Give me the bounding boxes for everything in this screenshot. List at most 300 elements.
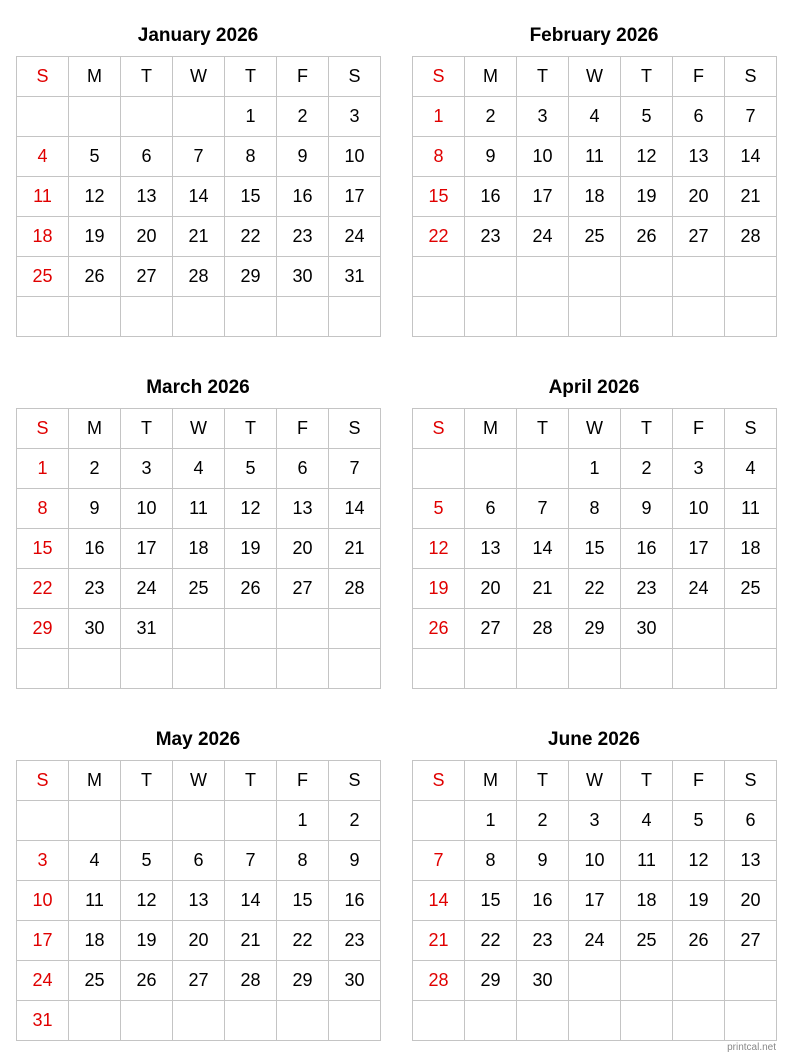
day-cell [465, 449, 517, 489]
day-cell: 24 [121, 569, 173, 609]
day-cell: 26 [69, 257, 121, 297]
day-cell: 24 [673, 569, 725, 609]
day-cell: 11 [621, 841, 673, 881]
weekday-header: M [465, 409, 517, 449]
weekday-header-row [413, 409, 777, 449]
month-calendar [412, 377, 776, 689]
day-cell: 3 [17, 841, 69, 881]
day-cell: 1 [225, 97, 277, 137]
day-cell: 5 [121, 841, 173, 881]
day-cell: 15 [277, 881, 329, 921]
day-cell: 17 [673, 529, 725, 569]
weekday-header: M [69, 761, 121, 801]
week-row [17, 297, 381, 337]
day-cell: 5 [413, 489, 465, 529]
weekday-header: S [329, 57, 381, 97]
week-row [413, 177, 777, 217]
day-cell [173, 801, 225, 841]
day-cell: 21 [517, 569, 569, 609]
day-cell [673, 257, 725, 297]
day-cell [725, 1001, 777, 1041]
month-calendar [16, 377, 380, 689]
day-cell: 18 [69, 921, 121, 961]
day-cell: 16 [621, 529, 673, 569]
weekday-header: T [121, 761, 173, 801]
day-cell: 26 [225, 569, 277, 609]
day-cell: 19 [121, 921, 173, 961]
day-cell: 2 [329, 801, 381, 841]
day-cell: 5 [225, 449, 277, 489]
day-cell: 17 [569, 881, 621, 921]
week-row [413, 841, 777, 881]
day-cell: 3 [673, 449, 725, 489]
day-cell [69, 1001, 121, 1041]
week-row [17, 801, 381, 841]
day-cell [121, 297, 173, 337]
week-row [17, 217, 381, 257]
day-cell [725, 257, 777, 297]
day-cell: 26 [413, 609, 465, 649]
day-cell: 9 [329, 841, 381, 881]
weekday-header: F [277, 409, 329, 449]
day-cell [621, 1001, 673, 1041]
weekday-header: S [17, 57, 69, 97]
day-cell: 1 [277, 801, 329, 841]
day-cell [725, 609, 777, 649]
week-row [413, 297, 777, 337]
month-title: June 2026 [548, 729, 640, 750]
day-cell [621, 649, 673, 689]
day-cell: 23 [329, 921, 381, 961]
day-cell: 31 [121, 609, 173, 649]
day-cell: 20 [277, 529, 329, 569]
day-cell: 4 [725, 449, 777, 489]
day-cell: 27 [121, 257, 173, 297]
day-cell: 20 [725, 881, 777, 921]
day-cell: 13 [725, 841, 777, 881]
week-row [413, 97, 777, 137]
day-cell [517, 257, 569, 297]
weekday-header: T [225, 409, 277, 449]
day-cell: 29 [277, 961, 329, 1001]
day-cell: 9 [69, 489, 121, 529]
month-grid [16, 760, 381, 1041]
day-cell [17, 801, 69, 841]
day-cell: 25 [621, 921, 673, 961]
day-cell: 22 [465, 921, 517, 961]
day-cell: 14 [413, 881, 465, 921]
day-cell [517, 1001, 569, 1041]
weekday-header: M [69, 57, 121, 97]
weekday-header-row [413, 57, 777, 97]
day-cell: 19 [225, 529, 277, 569]
week-row [413, 1001, 777, 1041]
day-cell: 27 [725, 921, 777, 961]
week-row [17, 569, 381, 609]
day-cell: 11 [173, 489, 225, 529]
day-cell: 18 [569, 177, 621, 217]
day-cell [673, 961, 725, 1001]
day-cell [673, 1001, 725, 1041]
weekday-header: S [329, 409, 381, 449]
day-cell [277, 649, 329, 689]
day-cell: 1 [465, 801, 517, 841]
day-cell: 16 [465, 177, 517, 217]
day-cell: 23 [277, 217, 329, 257]
day-cell: 19 [413, 569, 465, 609]
day-cell: 6 [725, 801, 777, 841]
week-row [17, 137, 381, 177]
day-cell: 13 [277, 489, 329, 529]
weekday-header: T [621, 57, 673, 97]
month-calendar [16, 25, 380, 337]
day-cell [517, 297, 569, 337]
weekday-header: F [673, 409, 725, 449]
day-cell: 9 [277, 137, 329, 177]
weekday-header: F [277, 57, 329, 97]
month-grid [412, 56, 777, 337]
day-cell [673, 649, 725, 689]
day-cell [329, 1001, 381, 1041]
day-cell: 19 [621, 177, 673, 217]
day-cell: 11 [725, 489, 777, 529]
day-cell: 23 [465, 217, 517, 257]
day-cell: 11 [17, 177, 69, 217]
day-cell: 29 [569, 609, 621, 649]
day-cell: 2 [277, 97, 329, 137]
day-cell: 6 [465, 489, 517, 529]
day-cell: 22 [569, 569, 621, 609]
day-cell [725, 961, 777, 1001]
day-cell: 28 [517, 609, 569, 649]
day-cell [173, 1001, 225, 1041]
day-cell [569, 297, 621, 337]
day-cell [621, 297, 673, 337]
day-cell: 21 [225, 921, 277, 961]
day-cell: 24 [569, 921, 621, 961]
day-cell: 23 [517, 921, 569, 961]
day-cell: 1 [569, 449, 621, 489]
day-cell: 9 [465, 137, 517, 177]
day-cell: 6 [121, 137, 173, 177]
day-cell: 9 [621, 489, 673, 529]
day-cell: 17 [17, 921, 69, 961]
day-cell: 13 [121, 177, 173, 217]
day-cell: 27 [277, 569, 329, 609]
day-cell: 30 [621, 609, 673, 649]
weekday-header: F [673, 761, 725, 801]
day-cell: 17 [329, 177, 381, 217]
weekday-header: W [173, 761, 225, 801]
day-cell: 12 [69, 177, 121, 217]
weekday-header: S [725, 409, 777, 449]
day-cell [69, 297, 121, 337]
day-cell: 6 [277, 449, 329, 489]
week-row [17, 609, 381, 649]
day-cell: 2 [69, 449, 121, 489]
day-cell [413, 297, 465, 337]
month-calendar [412, 25, 776, 337]
day-cell [225, 1001, 277, 1041]
month-title: January 2026 [137, 25, 259, 46]
weekday-header-row [17, 57, 381, 97]
weekday-header: T [121, 57, 173, 97]
day-cell [277, 609, 329, 649]
month-title: May 2026 [155, 729, 241, 750]
day-cell: 9 [517, 841, 569, 881]
weekday-header-row [17, 761, 381, 801]
week-row [413, 257, 777, 297]
week-row [17, 177, 381, 217]
weekday-header: T [517, 761, 569, 801]
week-row [17, 649, 381, 689]
day-cell [413, 801, 465, 841]
week-row [413, 921, 777, 961]
weekday-header: T [517, 409, 569, 449]
day-cell [121, 1001, 173, 1041]
day-cell: 20 [673, 177, 725, 217]
weekday-header: W [173, 409, 225, 449]
month-title: February 2026 [529, 25, 659, 46]
day-cell [465, 1001, 517, 1041]
day-cell [121, 801, 173, 841]
day-cell [173, 97, 225, 137]
day-cell: 8 [569, 489, 621, 529]
day-cell: 7 [413, 841, 465, 881]
day-cell: 27 [465, 609, 517, 649]
month-grid [412, 408, 777, 689]
day-cell: 27 [173, 961, 225, 1001]
weekday-header: S [725, 761, 777, 801]
day-cell: 29 [225, 257, 277, 297]
day-cell: 24 [17, 961, 69, 1001]
weekday-header: T [225, 761, 277, 801]
day-cell: 3 [121, 449, 173, 489]
weekday-header: W [569, 409, 621, 449]
day-cell: 26 [673, 921, 725, 961]
weekday-header: S [413, 57, 465, 97]
day-cell: 21 [173, 217, 225, 257]
day-cell: 7 [517, 489, 569, 529]
weekday-header: M [465, 761, 517, 801]
weekday-header: T [121, 409, 173, 449]
day-cell [17, 297, 69, 337]
day-cell: 17 [517, 177, 569, 217]
day-cell: 3 [569, 801, 621, 841]
day-cell: 5 [621, 97, 673, 137]
week-row [413, 609, 777, 649]
day-cell: 4 [569, 97, 621, 137]
day-cell: 8 [413, 137, 465, 177]
weekday-header: M [69, 409, 121, 449]
week-row [413, 217, 777, 257]
day-cell: 22 [413, 217, 465, 257]
day-cell: 18 [725, 529, 777, 569]
day-cell [69, 649, 121, 689]
day-cell: 12 [121, 881, 173, 921]
month-calendar [16, 729, 380, 1041]
day-cell [329, 297, 381, 337]
day-cell: 24 [329, 217, 381, 257]
day-cell: 24 [517, 217, 569, 257]
week-row [413, 649, 777, 689]
day-cell: 22 [17, 569, 69, 609]
day-cell: 10 [569, 841, 621, 881]
day-cell: 25 [569, 217, 621, 257]
day-cell: 14 [725, 137, 777, 177]
footer-credit: printcal.net [727, 1042, 776, 1053]
day-cell: 12 [621, 137, 673, 177]
day-cell [225, 649, 277, 689]
day-cell: 28 [225, 961, 277, 1001]
weekday-header: S [725, 57, 777, 97]
day-cell [621, 961, 673, 1001]
day-cell: 16 [277, 177, 329, 217]
weekday-header: T [517, 57, 569, 97]
day-cell [725, 649, 777, 689]
day-cell [225, 609, 277, 649]
day-cell: 23 [621, 569, 673, 609]
day-cell: 3 [329, 97, 381, 137]
day-cell: 30 [69, 609, 121, 649]
day-cell: 31 [17, 1001, 69, 1041]
day-cell [569, 1001, 621, 1041]
day-cell [17, 649, 69, 689]
day-cell: 15 [465, 881, 517, 921]
weekday-header-row [17, 409, 381, 449]
day-cell [121, 97, 173, 137]
day-cell: 26 [621, 217, 673, 257]
week-row [17, 97, 381, 137]
day-cell: 29 [17, 609, 69, 649]
week-row [17, 881, 381, 921]
day-cell [465, 649, 517, 689]
day-cell: 10 [517, 137, 569, 177]
day-cell [621, 257, 673, 297]
day-cell: 7 [173, 137, 225, 177]
day-cell: 4 [173, 449, 225, 489]
day-cell [569, 649, 621, 689]
day-cell: 15 [17, 529, 69, 569]
day-cell: 5 [69, 137, 121, 177]
day-cell [277, 297, 329, 337]
day-cell [413, 649, 465, 689]
day-cell: 18 [621, 881, 673, 921]
day-cell: 30 [517, 961, 569, 1001]
week-row [413, 961, 777, 1001]
day-cell: 2 [465, 97, 517, 137]
day-cell: 1 [17, 449, 69, 489]
day-cell [413, 257, 465, 297]
day-cell: 28 [725, 217, 777, 257]
day-cell: 15 [413, 177, 465, 217]
weekday-header: F [673, 57, 725, 97]
day-cell: 25 [725, 569, 777, 609]
day-cell [173, 297, 225, 337]
day-cell: 11 [569, 137, 621, 177]
day-cell [465, 297, 517, 337]
week-row [17, 1001, 381, 1041]
day-cell: 8 [277, 841, 329, 881]
day-cell: 13 [173, 881, 225, 921]
day-cell: 14 [517, 529, 569, 569]
day-cell [329, 649, 381, 689]
day-cell: 8 [17, 489, 69, 529]
day-cell [277, 1001, 329, 1041]
month-grid [16, 56, 381, 337]
day-cell: 15 [569, 529, 621, 569]
day-cell: 30 [277, 257, 329, 297]
day-cell: 8 [225, 137, 277, 177]
week-row [413, 137, 777, 177]
day-cell: 30 [329, 961, 381, 1001]
week-row [413, 881, 777, 921]
day-cell: 4 [17, 137, 69, 177]
day-cell: 20 [173, 921, 225, 961]
week-row [17, 921, 381, 961]
day-cell: 12 [413, 529, 465, 569]
day-cell: 14 [173, 177, 225, 217]
day-cell [17, 97, 69, 137]
weekday-header: F [277, 761, 329, 801]
weekday-header-row [413, 761, 777, 801]
month-grid [16, 408, 381, 689]
day-cell [569, 961, 621, 1001]
day-cell [225, 297, 277, 337]
day-cell: 3 [517, 97, 569, 137]
day-cell: 2 [621, 449, 673, 489]
day-cell: 2 [517, 801, 569, 841]
weekday-header: T [621, 761, 673, 801]
week-row [413, 529, 777, 569]
day-cell: 10 [121, 489, 173, 529]
week-row [17, 961, 381, 1001]
day-cell: 20 [465, 569, 517, 609]
week-row [17, 449, 381, 489]
month-calendar [412, 729, 776, 1041]
day-cell: 6 [673, 97, 725, 137]
week-row [413, 449, 777, 489]
weekday-header: T [225, 57, 277, 97]
day-cell: 16 [69, 529, 121, 569]
day-cell: 10 [673, 489, 725, 529]
day-cell: 15 [225, 177, 277, 217]
week-row [413, 569, 777, 609]
weekday-header: S [413, 409, 465, 449]
day-cell: 19 [69, 217, 121, 257]
day-cell: 7 [225, 841, 277, 881]
weekday-header: S [17, 761, 69, 801]
day-cell: 11 [69, 881, 121, 921]
day-cell: 14 [225, 881, 277, 921]
day-cell: 29 [465, 961, 517, 1001]
day-cell: 22 [225, 217, 277, 257]
week-row [17, 257, 381, 297]
day-cell: 18 [17, 217, 69, 257]
day-cell: 23 [69, 569, 121, 609]
day-cell: 10 [17, 881, 69, 921]
month-title: April 2026 [548, 377, 640, 398]
day-cell [173, 649, 225, 689]
day-cell: 16 [517, 881, 569, 921]
day-cell: 28 [173, 257, 225, 297]
weekday-header: W [569, 57, 621, 97]
day-cell: 28 [413, 961, 465, 1001]
day-cell: 27 [673, 217, 725, 257]
day-cell: 4 [621, 801, 673, 841]
day-cell: 21 [725, 177, 777, 217]
day-cell [173, 609, 225, 649]
